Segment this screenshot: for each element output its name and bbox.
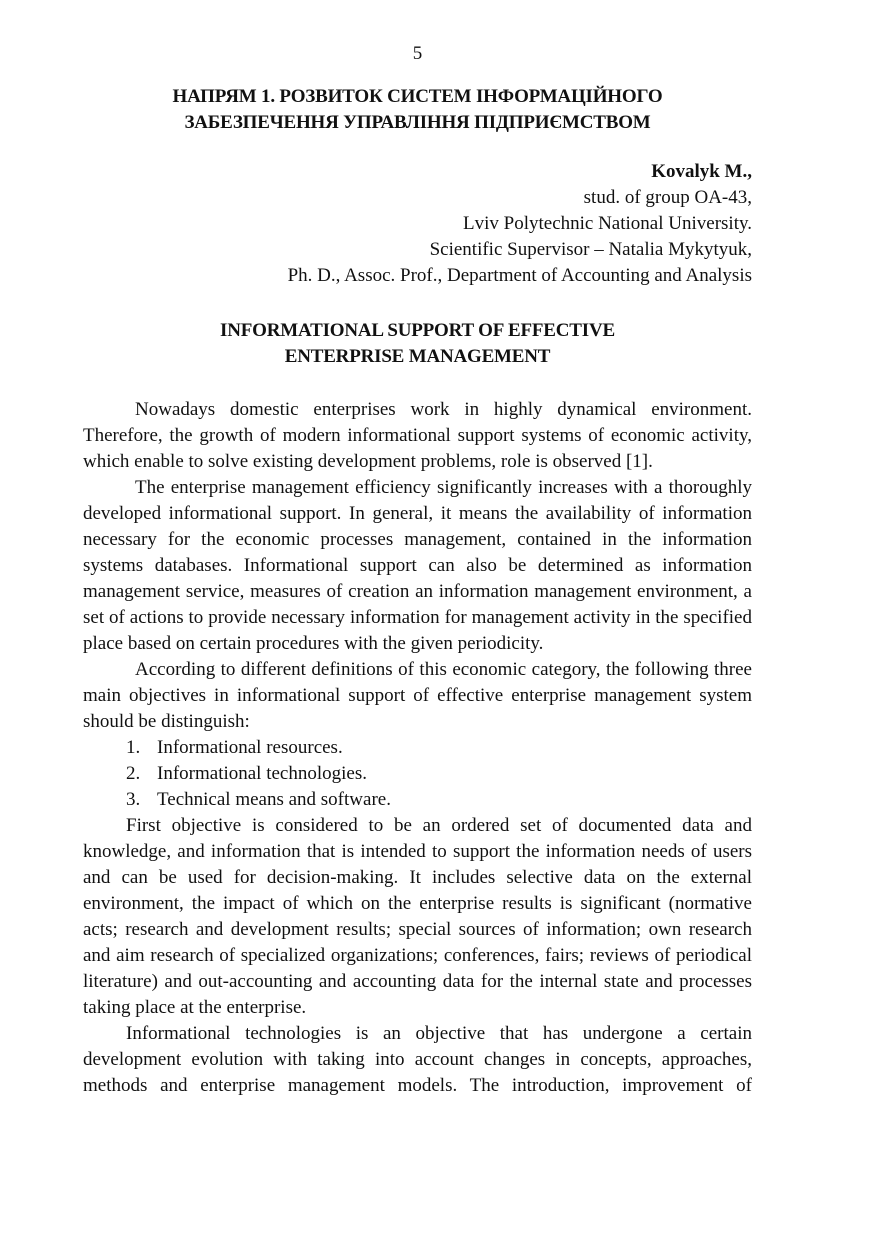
article-title-line-1: INFORMATIONAL SUPPORT OF EFFECTIVE (220, 320, 615, 341)
list-item-number: 2. (126, 763, 141, 784)
author-name: Kovalyk M., (651, 161, 752, 182)
page-number: 5 (412, 43, 423, 64)
list-item-number: 3. (126, 789, 141, 810)
list-item-text: Informational technologies. (157, 763, 367, 784)
objectives-list (83, 735, 752, 813)
paragraph-first-objective: First objective is considered to be an ordered set of documented data and knowledge, and information that is intended to support the information needs of users and can be used for decision-making. It includes selective data on the external environment, the impact of which on the enterprise results is significant (normative acts; research and development results; special sources of information; own research and aim research of specialized organizations; conferences, fairs; reviews of periodical literature) and out-accounting and accounting data for the internal state and processes taking place at the enterprise. (83, 815, 752, 1018)
section-heading-line-2: ЗАБЕЗПЕЧЕННЯ УПРАВЛІННЯ ПІДПРИЄМСТВОМ (184, 112, 651, 133)
paragraph-intro: Nowadays domestic enterprises work in highly dynamical environment. Therefore, the growth of modern informational support systems of economic activity, which enable to solve existing development problems, role is observed [1]. (83, 399, 752, 472)
article-body (83, 397, 752, 1099)
paragraph-objectives: According to different definitions of this economic category, the following three main objectives in informational support of effective enterprise management system should be distinguish: (83, 659, 752, 732)
supervisor-title: Ph. D., Assoc. Prof., Department of Accounting and Analysis (287, 265, 752, 286)
paragraph-informational-technologies: Informational technologies is an objective that has undergone a certain development evolution with taking into account changes in concepts, approaches, methods and enterprise management models. The introduction, improvement of (83, 1023, 752, 1096)
list-item (83, 735, 752, 761)
list-item (83, 761, 752, 787)
list-item-text: Technical means and software. (157, 789, 391, 810)
section-heading-line-1: НАПРЯМ 1. РОЗВИТОК СИСТЕМ ІНФОРМАЦІЙНОГО (172, 86, 663, 107)
list-item-number: 1. (126, 737, 141, 758)
list-item-text: Informational resources. (157, 737, 343, 758)
scientific-supervisor: Scientific Supervisor – Natalia Mykytyuk, (429, 239, 752, 260)
author-university: Lviv Polytechnic National University. (463, 213, 752, 234)
section-heading (83, 84, 752, 136)
author-block (83, 159, 752, 289)
article-title-line-2: ENTERPRISE MANAGEMENT (284, 346, 551, 367)
list-item (83, 787, 752, 813)
author-group: stud. of group OA-43, (583, 187, 752, 208)
article-title (83, 318, 752, 370)
paragraph-efficiency: The enterprise management efficiency significantly increases with a thoroughly developed informational support. In general, it means the availability of information necessary for the economic processes management, contained in the information systems databases. Informational support can also be determined as information management service, measures of creation an information management environment, a set of actions to provide necessary information for management activity in the specified place based on certain procedures with the given periodicity. (83, 477, 752, 654)
